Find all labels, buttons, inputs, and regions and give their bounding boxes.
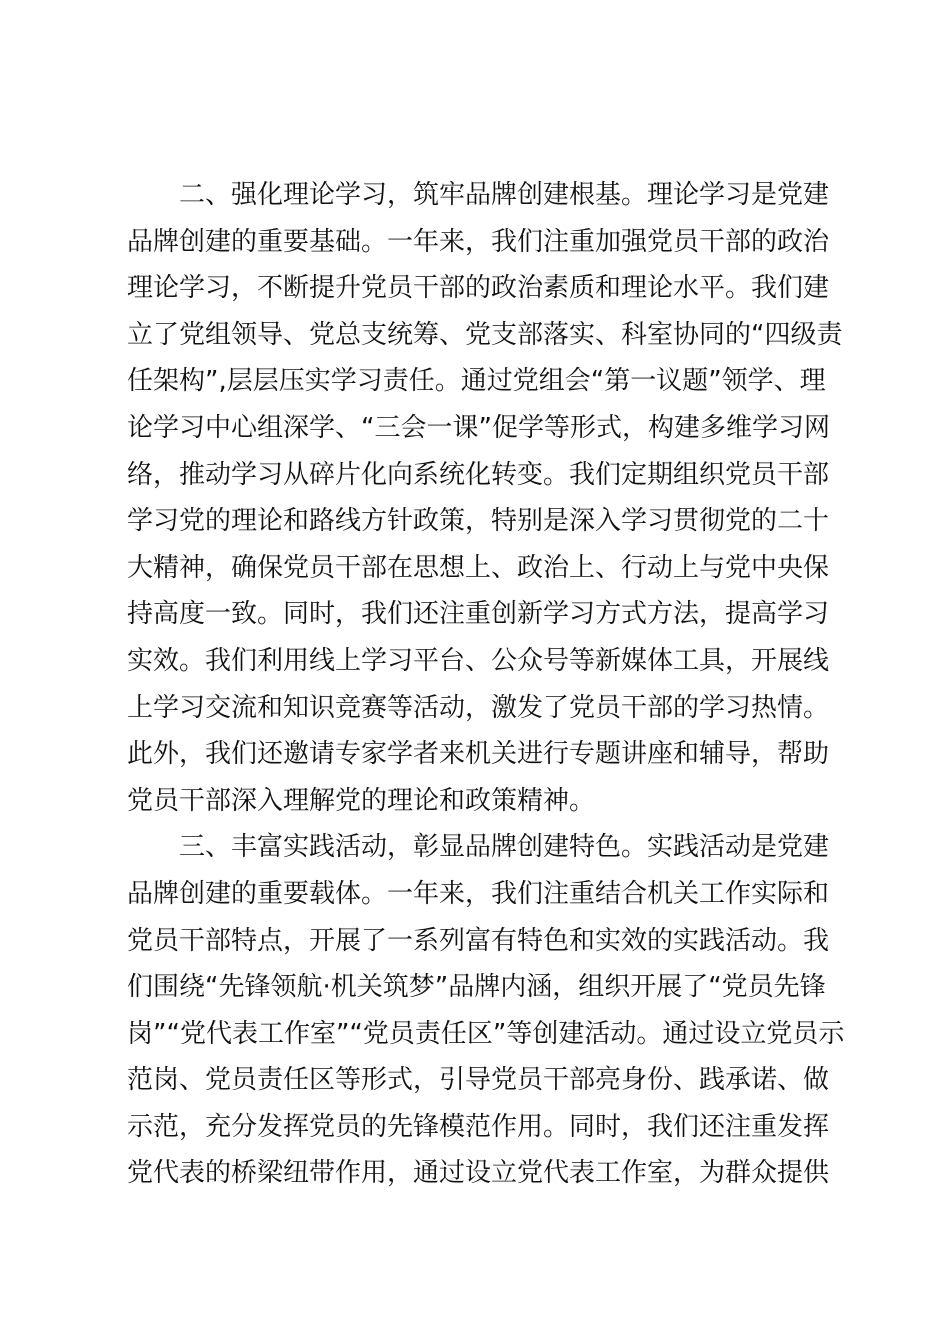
text-line: 示范，充分发挥党员的先锋模范作用。同时，我们还注重发挥 [127,1111,830,1142]
text-line: 品牌创建的重要基础。一年来，我们注重加强党员干部的政治 [127,226,830,257]
text-line: 学习党的理论和路线方针政策，特别是深入学习贯彻党的二十 [127,506,830,537]
text-line: 论学习中心组深学、“三会一课”促学等形式，构建多维学习网 [127,412,830,443]
document-body [127,172,845,1197]
text-line: 大精神，确保党员干部在思想上、政治上、行动上与党中央保 [127,552,830,583]
text-line: 立了党组领导、党总支统筹、党支部落实、科室协同的“四级责 [127,319,843,350]
paragraph-theory-study [127,172,843,824]
paragraph-practice-activities [127,824,845,1197]
text-line: 品牌创建的重要载体。一年来，我们注重结合机关工作实际和 [127,878,830,909]
text-line: 上学习交流和知识竞赛等活动，激发了党员干部的学习热情。 [127,692,830,723]
text-line: 党员干部深入理解党的理论和政策精神。 [127,785,596,816]
text-line: 党代表的桥梁纽带作用，通过设立党代表工作室，为群众提供 [127,1158,830,1189]
text-line: 络，推动学习从碎片化向系统化转变。我们定期组织党员干部 [127,459,830,490]
text-line: 三、丰富实践活动，彰显品牌创建特色。实践活动是党建 [179,832,830,863]
text-line: 们围绕“先锋领航·机关筑梦”品牌内涵，组织开展了“党员先锋 [127,972,826,1003]
text-line: 此外，我们还邀请专家学者来机关进行专题讲座和辅导，帮助 [127,739,830,770]
text-line: 岗”“党代表工作室”“党员责任区”等创建活动。通过设立党员示 [127,1018,845,1049]
text-line: 二、强化理论学习，筑牢品牌创建根基。理论学习是党建 [179,180,830,210]
text-line: 实效。我们利用线上学习平台、公众号等新媒体工具，开展线 [127,645,830,676]
text-line: 任架构”,层层压实学习责任。通过党组会“第一议题”领学、理 [127,366,826,397]
text-line: 党员干部特点，开展了一系列富有特色和实效的实践活动。我 [127,925,830,956]
text-line: 持高度一致。同时，我们还注重创新学习方式方法，提高学习 [127,599,830,630]
text-line: 范岗、党员责任区等形式，引导党员干部亮身份、践承诺、做 [127,1065,830,1096]
text-line: 理论学习，不断提升党员干部的政治素质和理论水平。我们建 [127,273,830,304]
